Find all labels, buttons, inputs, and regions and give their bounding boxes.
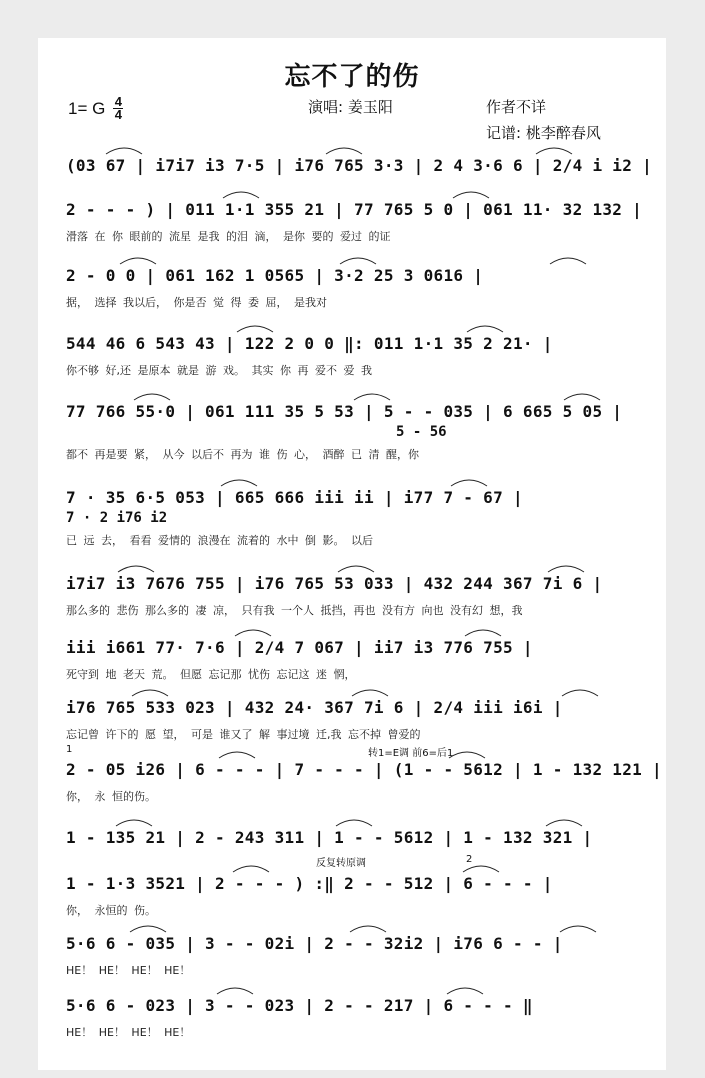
notation-line: 5·6 6 - 035 | 3 - - 02i | 2 - - 32i2 | i76 6 - - | <box>66 934 563 953</box>
slur-marks <box>66 814 638 828</box>
lyric-line: 那么多的 悲伤 那么多的 凄 凉， 只有我 一个人 抵挡，再也 没有方 向也 没有幻 想，我 <box>66 604 523 617</box>
slur-marks <box>66 624 638 638</box>
author-credit: 作者不详 <box>486 98 547 116</box>
key-label: 1= G <box>68 98 106 118</box>
notation-line: 2 - 05 i26 | 6 - - - | 7 - - - | (1 - - 5612 | 1 - 132 121 | <box>66 760 662 779</box>
slur-marks <box>66 982 638 996</box>
slur-marks <box>66 186 638 200</box>
alternate-notation: 7 · 2 i76 i2 <box>66 510 168 526</box>
notation-line: (03 67 | i7i7 i3 7·5 | i76 765 3·3 | 2 4 3·6 6 | 2/4 i i2 | <box>66 156 653 175</box>
modulation-note: 转1=E调 前6=后1 <box>368 748 454 759</box>
notation-line: 1 - 135 21 | 2 - 243 311 | 1 - - 5612 | 1 - 132 321 | <box>66 828 593 847</box>
volta-number: 1 <box>66 744 73 755</box>
score-page <box>38 38 666 1070</box>
transcriber-credit: 记谱: 桃李醉春风 <box>486 124 601 142</box>
notation-line: iii i661 77· 7·6 | 2/4 7 067 | ii7 i3 776 755 | <box>66 638 533 657</box>
repeat-instruction: 反复转原调 <box>316 858 366 869</box>
notation-line: 544 46 6 543 43 | 122 2 0 0 ‖: 011 1·1 35 2 21· | <box>66 334 553 353</box>
lyric-line: 滑落 在 你 眼前的 流星 是我 的泪 滴， 是你 要的 爱过 的证 <box>66 230 391 243</box>
volta-number: 2 <box>466 854 473 865</box>
slur-marks <box>66 320 638 334</box>
song-title: 忘不了的伤 <box>284 62 420 92</box>
slur-marks <box>66 142 638 156</box>
lyric-line: 死守到 地 老天 荒。 但愿 忘记那 忧伤 忘记这 迷 惘， <box>66 668 356 681</box>
lyric-line: 忘记曾 许下的 愿 望， 可是 谁又了 解 事过境 迁,我 忘不掉 曾爱的 <box>66 728 421 741</box>
slur-marks <box>66 920 638 934</box>
lyric-line: 你， 永 恒的伤。 <box>66 790 156 803</box>
notation-line: 2 - - - ) | 011 1·1 355 21 | 77 765 5 0 | 061 11· 32 132 | <box>66 200 643 219</box>
slur-marks <box>66 560 638 574</box>
lyric-line: 你不够 好,还 是原本 就是 游 戏。 其实 你 再 爱不 爱 我 <box>66 364 372 377</box>
slur-marks <box>66 746 638 760</box>
notation-line: 77 766 55·0 | 061 111 35 5 53 | 5 - - 035 | 6 665 5 05 | <box>66 402 623 421</box>
slur-marks <box>66 252 638 266</box>
lyric-line: HE！ HE！ HE！ HE！ <box>66 964 191 977</box>
notation-line: i76 765 533 023 | 432 24· 367 7i 6 | 2/4 iii i6i | <box>66 698 563 717</box>
notation-line: 7 · 35 6·5 053 | 665 666 iii ii | i77 7 - 67 | <box>66 488 523 507</box>
lyric-line: 都不 再是要 紧， 从今 以后不 再为 谁 伤 心， 酒醉 已 清 醒，你 <box>66 448 419 461</box>
slur-marks <box>66 388 638 402</box>
slur-marks <box>66 860 638 874</box>
singer-credit: 演唱: 姜玉阳 <box>308 98 393 116</box>
notation-line: 2 - 0 0 | 061 162 1 0565 | 3·2 25 3 0616 | <box>66 266 484 285</box>
key-signature <box>68 96 123 121</box>
lyric-line: 已 远 去， 看看 爱情的 浪漫在 流着的 水中 倒 影。 以后 <box>66 534 373 547</box>
lyric-line: 你， 永恒的 伤。 <box>66 904 156 917</box>
lyric-line: HE！ HE！ HE！ HE！ <box>66 1026 191 1039</box>
lyric-line: 据， 选择 我以后， 你是否 觉 得 委 屈， 是我对 <box>66 296 327 309</box>
time-signature-bottom: 4 <box>114 107 122 122</box>
slur-marks <box>66 684 638 698</box>
notation-line: i7i7 i3 7676 755 | i76 765 53 033 | 432 244 367 7i 6 | <box>66 574 603 593</box>
alternate-notation: 5 - 56 <box>396 424 447 440</box>
time-signature <box>113 96 123 121</box>
notation-line: 1 - 1·3 3521 | 2 - - - ) :‖ 2 - - 512 | 6 - - - | <box>66 874 553 893</box>
time-signature-top: 4 <box>114 94 122 109</box>
slur-marks <box>66 474 638 488</box>
notation-line: 5·6 6 - 023 | 3 - - 023 | 2 - - 217 | 6 - - - ‖ <box>66 996 533 1015</box>
